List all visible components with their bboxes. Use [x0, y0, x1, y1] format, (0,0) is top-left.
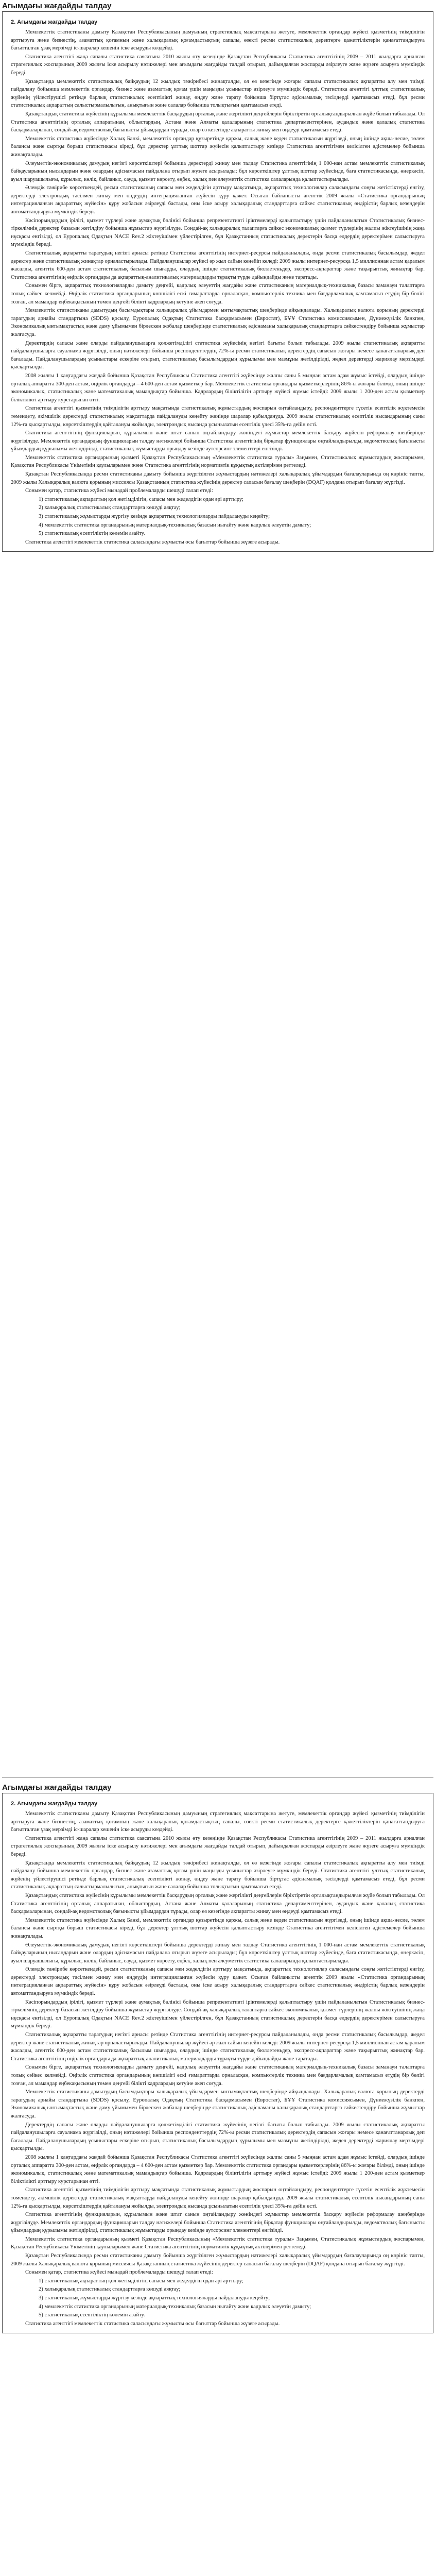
paragraph: Статистика агенттігі жаңа сапалы статистика саясатына 2010 жылы өту кезеңінде Қазақстан Республикасы Статистика агенттігінің 2009 – 2011 жылдарға арналған стратегиялық жоспарының 2009 жылғы іске асырылу нәтижелері мен ағымдағы жағдайды талдай отырып, дайындалған жоспарды әзірлеуге және жүзеге асыруға мүмкіндік береді.	[11, 1835, 425, 1857]
paragraph: Қазақстанда мемлекеттік статистикалық байқаудың 12 жылдық тәжірибесі жинақталды, ол өз кезегінде жоғары сапалы статистикалық ақпаратты алу мен тиімді пайдалану бойынша мемлекеттік органдар, бизнес және азаматтық қоғам үшін маңызды ұсыныстар әзірлеуге мүмкіндік береді. Статистика агенттігі ұлттық статистикалық жүйенің үйлестірушісі ретінде барлық статистикалық есептілікті жинау, өңдеу және тарату бойынша біртұтас әдіснамалық тәсілдерді қамтамасыз етеді, бұл ресми статистикалық ақпараттың салыстырмалылығын, анықтығын және салалар бойынша толықтығын қамтамасыз етеді.	[11, 78, 425, 109]
paragraph-group	[11, 28, 425, 495]
paragraph: Мемлекеттік статистика жүйесінде Халық Банкі, мемлекеттік органдар құзыретінде қаржы, салық және кеден статистикасын жүргізеді, оның ішінде ақша-несие, төлем балансы және сыртқы борыш статистикасы кіреді, бұл деректер ұлттық шоттар жүйесін қалыптастыру кезінде Статистика агенттігімен келісілген әдістемелер бойынша жинақталады.	[11, 135, 425, 158]
paragraph: Кәсіпорындардың ірілігі, қызмет түрлері және аумақтық бөлінісі бойынша репрезентативті іріктемелерді қалыптастыру үшін пайдаланылатын Статистикалық бизнес-тіркелімнің деректер базасын жетілдіру бойынша жұмыстар жүргізілуде. Сондай-ақ халықаралық талаптарға сәйкес экономикалық қызмет түрлерінің жалпы жіктеуішінің жаңа нұсқасы енгізілді, ол Еуропалық Одақтың NACE Rev.2 жіктеуішімен үйлестірілген, бұл Қазақстанның статистикалық деректерін басқа елдердің деректерімен салыстыруға мүмкіндік береді.	[11, 1999, 425, 2029]
paragraph: Мемлекеттік статистиканы дамытудың басымдықтары халықаралық ұйымдармен ынтымақтастық шеңберінде айқындалады. Халықаралық валюта қорының деректерді таратудың арнайы стандартына (SDDS) қосылу, Еуропалық Одақтың Статистика басқармасымен (Евростат), БҰҰ Статистика комиссиясымен, Дүниежүзілік банкпен, Экономикалық ынтымақтастық және даму ұйымымен бірлескен жобалар шеңберінде статистикалық әдіснаманы халықаралық стандарттарға сәйкестендіру бойынша жұмыстар жалғасуда.	[11, 2089, 425, 2119]
paragraph: Сонымен бірге, ақпараттық технологияларды дамыту деңгейі, кадрлық әлеуеттің жағдайы және статистиканың материалдық-техникалық базасы заманауи талаптарға толық сәйкес келмейді. Өңірлік статистика органдарының көпшілігі ескі ғимараттарда орналасқан, компьютерлік техника мен бағдарламалық қамтамасыз етудің бір бөлігі тозған, ал мамандар еңбекақысының төмен деңгейі білікті кадрлардың кетуіне әкеп соғуда.	[11, 2064, 425, 2087]
paragraph: Қазақстандық статистика жүйесінің құрылымы мемлекеттік басқарудың орталық және жергілікті деңгейлерін біріктіретін орталықтандырылған жүйе болып табылады. Ол Статистика агенттігінің орталық аппаратынан, облыстардың, Астана және Алматы қалаларының статистика департаменттерінен, аудандық және қалалық статистика басқармаларынан, сондай-ақ ведомстволық бағынысты ұйымдардан тұрады, олар өз кезегінде ақпаратты жинау мен өңдеуді қамтамасыз етеді.	[11, 111, 425, 133]
list-item: 1) статистикалық ақпараттың қол жетімділігін, сапасы мен жеделдігін одан әрі арттыру;	[39, 496, 243, 502]
paragraph: Сонымен қатар, статистика жүйесі мынадай проблемаларды шешуді талап етеді:	[25, 2269, 213, 2276]
list-item: 3) статистикалық жұмыстарды жүргізу кезінде ақпараттық технологияларды пайдалануды кеңейту;	[39, 2295, 270, 2301]
list-item: 4) мемлекеттік статистика органдарының материалдық-техникалық базасын нығайту және кадрлық әлеуетін дамыту;	[39, 522, 311, 528]
paragraph: Әлемдік тәжірибе көрсеткендей, ресми статистиканың сапасы мен жеделдігін арттыру мақсатында, ақпараттық технологиялар саласындағы соңғы жетістіктерді енгізу, деректерді электрондық тәсілмен жинау мен өңдеудің интеграцияланған жүйесін құру қажет. Осыған байланысты агенттік 2009 жылы «Статистика органдарының интеграцияланған ақпараттық жүйесін» құру жобасын әзірлеуді бастады, оны іске асыру халықаралық стандарттарға сәйкес статистикалық өндірістің барлық кезеңдерін автоматтандыруға мүмкіндік береді.	[11, 1967, 425, 1997]
document-frame	[2, 11, 433, 552]
document-body	[3, 12, 433, 551]
paragraph: Мемлекеттік статистиканы дамыту Қазақстан Республикасының дамуының стратегиялық мақсаттарына жетуге, мемлекеттік органдар жүйесі қызметінің тиімділігін арттыруға және бизнестің, азаматтық қоғамның және халықаралық қоғамдастықтың сапалы, өзекті ресми статистикалық деректерге қажеттіліктерін қанағаттандыруға бағытталған ұзақ мерзімді іс-шаралар кешенін іске асыруды көздейді.	[11, 1811, 425, 1833]
paragraph: Мемлекеттік статистика органдарының қызметі Қазақстан Республикасының «Мемлекеттік статистика туралы» Заңымен, Статистикалық жұмыстардың жоспарымен, Қазақстан Республикасы Үкіметінің қаулыларымен және Статистика агенттігінің нормативтік құқықтық актілерімен реттеледі.	[11, 454, 425, 469]
paragraph: Мемлекеттік статистиканы дамыту Қазақстан Республикасының дамуының стратегиялық мақсаттарына жетуге, мемлекеттік органдар жүйесі қызметінің тиімділігін арттыруға және бизнестің, азаматтық қоғамның және халықаралық қоғамдастықтың сапалы, өзекті ресми статистикалық деректерге қажеттіліктерін қанағаттандыруға бағытталған ұзақ мерзімді іс-шаралар кешенін іске асыруды көздейді.	[11, 29, 425, 52]
page-title-repeat: Агымдағы жағдайды талдау	[2, 1783, 112, 1792]
paragraph: Статистикалық ақпаратты таратудың негізгі арнасы ретінде Статистика агенттігінің интернет-ресурсы пайдаланылады, онда ресми статистикалық басылымдар, жедел деректер және статистикалық жинақтар орналастырылады. Пайдаланушылар жүйесі әр жыл сайын кеңейіп келеді: 2009 жылы интернет-ресурсқа 1,5 миллионнан астам қаралым жасалды, агенттік 600-ден астам статистикалық басылым шығарды, олардың ішінде статистикалық бюллетеньдер, экспресс-ақпараттар және тақырыптық жинақтар бар. Статистика агенттігінің өңірлік органдары да ақпараттық-аналитикалық материалдарды тұрақты түрде дайындайды және таратады.	[11, 250, 425, 280]
paragraph: Статистика агенттігі қызметінің тиімділігін арттыру мақсатында статистикалық жұмыстардың жоспарын оңтайландыру, респонденттерге түсетін есептілік жүктемесін төмендету, әкімшілік деректерді статистикалық мақсаттарда пайдалануды кеңейту жөнінде шаралар қабылдануда. 2009 жылы статистикалық есептілік нысандарының саны 12%-ға қысқартылды, көрсеткіштердің қайталануы жойылды, электрондық нысанда ұсынылатын есептілік үлесі 35%-ға дейін өсті.	[11, 2187, 425, 2209]
paragraph: Әлемдік тәжірибе көрсеткендей, ресми статистиканың сапасы мен жеделдігін арттыру мақсатында, ақпараттық технологиялар саласындағы соңғы жетістіктерді енгізу, деректерді электрондық тәсілмен жинау мен өңдеудің интеграцияланған жүйесін құру қажет. Осыған байланысты агенттік 2009 жылы «Статистика органдарының интеграцияланған ақпараттық жүйесін» құру жобасын әзірлеуді бастады, оны іске асыру халықаралық стандарттарға сәйкес статистикалық өндірістің барлық кезеңдерін автоматтандыруға мүмкіндік береді.	[11, 185, 425, 215]
paragraph: Статистика агенттігінің функцияларын, құрылымын және штат санын оңтайландыру жөніндегі жұмыстар мемлекеттік басқару жүйесін реформалау шеңберінде жүргізілуде. Мемлекеттік органдардың функцияларын талдау нәтижелері бойынша Статистика агенттігінің бірқатар функциялары оңтайландырылды, ведомстволық бағынысты ұйымдардың құрылымы жетілдірілді, статистикалық жұмыстарды орындау кезінде аутсорсинг элементтері енгізілді.	[11, 430, 425, 452]
paragraph: Статистика агенттігі жаңа сапалы статистика саясатына 2010 жылы өту кезеңінде Қазақстан Республикасы Статистика агенттігінің 2009 – 2011 жылдарға арналған стратегиялық жоспарының 2009 жылғы іске асырылу нәтижелері мен ағымдағы жағдайды талдай отырып, дайындалған жоспарды әзірлеуге және жүзеге асыруға мүмкіндік береді.	[11, 54, 425, 76]
paragraph: Мемлекеттік статистика жүйесінде Халық Банкі, мемлекеттік органдар құзыретінде қаржы, салық және кеден статистикасын жүргізеді, оның ішінде ақша-несие, төлем балансы және сыртқы борыш статистикасы кіреді, бұл деректер ұлттық шоттар жүйесін қалыптастыру кезінде Статистика агенттігімен келісілген әдістемелер бойынша жинақталады.	[11, 1917, 425, 1939]
paragraph: Қазақстан Республикасында ресми статистиканы дамыту бойынша жүргізілген жұмыстардың нәтижелері халықаралық ұйымдардың бағалауларында оң көрініс тапты, 2009 жылы Халықаралық валюта қорының миссиясы Қазақстанның статистика жүйесінің деректер сапасын бағалау шеңберін (DQAF) қолдана отырып бағалау жүргізді.	[11, 2253, 425, 2267]
paragraph: Әлеуметтік-экономикалық дамудың негізгі көрсеткіштері бойынша деректерді жинау мен талдау Статистика агенттігінің 1 000-нан астам мемлекеттік статистикалық байқауларының нысандарын және олардың әдіснамасын пайдалана отырып жүзеге асырылады; бұл көрсеткіштер ұлттық шоттар жүйесінде, баға статистикасында, өнеркәсіп, ауыл шаруашылығы, құрылыс, көлік, байланыс, сауда, қызмет көрсету, еңбек, халық пен әлеуметтік статистика салаларында қалыптастырылады.	[11, 1942, 425, 1964]
problem-list-repeat	[11, 2277, 425, 2319]
paragraph: Қазақстандық статистика жүйесінің құрылымы мемлекеттік басқарудың орталық және жергілікті деңгейлерін біріктіретін орталықтандырылған жүйе болып табылады. Ол Статистика агенттігінің орталық аппаратынан, облыстардың, Астана және Алматы қалаларының статистика департаменттерінен, аудандық және қалалық статистика басқармаларынан, сондай-ақ ведомстволық бағынысты ұйымдардан тұрады, олар өз кезегінде ақпаратты жинау мен өңдеуді қамтамасыз етеді.	[11, 1892, 425, 1915]
problem-list	[11, 496, 425, 538]
list-item: 2) халықаралық статистикалық стандарттарға көшуді аяқтау;	[39, 505, 181, 511]
paragraph: Деректердің сапасы және оларды пайдаланушыларға қолжетімділігі статистика жүйесінің негізгі бағыты болып табылады. 2009 жылы статистикалық ақпаратты пайдаланушыларға сауалнама жүргізілді, оның нәтижелері бойынша респонденттердің 72%-ы ресми статистикалық деректердің сапасын жоғары немесе қанағаттанарлық деп бағалады. Пайдаланушылардың ұсыныстары ескеріле отырып, статистикалық басылымдардың құрылымы мен мазмұны жетілдірілді, жедел деректерді жариялау мерзімдері қысқартылды.	[11, 340, 425, 370]
list-item: 5) статистикалық есептіліктің көлемін азайту.	[39, 531, 145, 537]
paragraph: Статистика агенттігінің функцияларын, құрылымын және штат санын оңтайландыру жөніндегі жұмыстар мемлекеттік басқару жүйесін реформалау шеңберінде жүргізілуде. Мемлекеттік органдардың функцияларын талдау нәтижелері бойынша Статистика агенттігінің бірқатар функциялары оңтайландырылды, ведомстволық бағынысты ұйымдардың құрылымы жетілдірілді, статистикалық жұмыстарды орындау кезінде аутсорсинг элементтері енгізілді.	[11, 2212, 425, 2234]
page-title: Агымдағы жағдайды талдау	[2, 2, 112, 10]
paragraph: Деректердің сапасы және оларды пайдаланушыларға қолжетімділігі статистика жүйесінің негізгі бағыты болып табылады. 2009 жылы статистикалық ақпаратты пайдаланушыларға сауалнама жүргізілді, оның нәтижелері бойынша респонденттердің 72%-ы ресми статистикалық деректердің сапасын жоғары немесе қанағаттанарлық деп бағалады. Пайдаланушылардың ұсыныстары ескеріле отырып, статистикалық басылымдардың құрылымы мен мазмұны жетілдірілді, жедел деректерді жариялау мерзімдері қысқартылды.	[11, 2122, 425, 2152]
paragraph: Қазақстан Республикасында ресми статистиканы дамыту бойынша жүргізілген жұмыстардың нәтижелері халықаралық ұйымдардың бағалауларында оң көрініс тапты, 2009 жылы Халықаралық валюта қорының миссиясы Қазақстанның статистика жүйесінің деректер сапасын бағалау шеңберін (DQAF) қолдана отырып бағалау жүргізді.	[11, 471, 425, 485]
list-item: 5) статистикалық есептіліктің көлемін азайту.	[39, 2312, 145, 2318]
closing-paragraph-repeat: Статистика агенттігі мемлекеттік статистика саласындағы жұмысты осы бағыттар бойынша жүзеге асырады.	[25, 2320, 280, 2327]
section-heading-repeat: 2. Агымдағы жағдайды талдау	[11, 1801, 98, 1807]
paragraph: Мемлекеттік статистика органдарының қызметі Қазақстан Республикасының «Мемлекеттік статистика туралы» Заңымен, Статистикалық жұмыстардың жоспарымен, Қазақстан Республикасы Үкіметінің қаулыларымен және Статистика агенттігінің нормативтік құқықтық актілерімен реттеледі.	[11, 2236, 425, 2250]
list-item: 3) статистикалық жұмыстарды жүргізу кезінде ақпараттық технологияларды пайдалануды кеңейту;	[39, 514, 270, 520]
list-item: 2) халықаралық статистикалық стандарттарға көшуді аяқтау;	[39, 2286, 181, 2293]
document-body-repeat	[3, 1793, 433, 2333]
paragraph: Статистикалық ақпаратты таратудың негізгі арнасы ретінде Статистика агенттігінің интернет-ресурсы пайдаланылады, онда ресми статистикалық басылымдар, жедел деректер және статистикалық жинақтар орналастырылады. Пайдаланушылар жүйесі әр жыл сайын кеңейіп келеді: 2009 жылы интернет-ресурсқа 1,5 миллионнан астам қаралым жасалды, агенттік 600-ден астам статистикалық басылым шығарды, олардың ішінде статистикалық бюллетеньдер, экспресс-ақпараттар және тақырыптық жинақтар бар. Статистика агенттігінің өңірлік органдары да ақпараттық-аналитикалық материалдарды тұрақты түрде дайындайды және таратады.	[11, 2032, 425, 2062]
paragraph: Сонымен бірге, ақпараттық технологияларды дамыту деңгейі, кадрлық әлеуеттің жағдайы және статистиканың материалдық-техникалық базасы заманауи талаптарға толық сәйкес келмейді. Өңірлік статистика органдарының көпшілігі ескі ғимараттарда орналасқан, компьютерлік техника мен бағдарламалық қамтамасыз етудің бір бөлігі тозған, ал мамандар еңбекақысының төмен деңгейі білікті кадрлардың кетуіне әкеп соғуда.	[11, 283, 425, 305]
paragraph: Әлеуметтік-экономикалық дамудың негізгі көрсеткіштері бойынша деректерді жинау мен талдау Статистика агенттігінің 1 000-нан астам мемлекеттік статистикалық байқауларының нысандарын және олардың әдіснамасын пайдалана отырып жүзеге асырылады; бұл көрсеткіштер ұлттық шоттар жүйесінде, баға статистикасында, өнеркәсіп, ауыл шаруашылығы, құрылыс, көлік, байланыс, сауда, қызмет көрсету, еңбек, халық пен әлеуметтік статистика салаларында қалыптастырылады.	[11, 160, 425, 182]
paragraph: Қазақстанда мемлекеттік статистикалық байқаудың 12 жылдық тәжірибесі жинақталды, ол өз кезегінде жоғары сапалы статистикалық ақпаратты алу мен тиімді пайдалану бойынша мемлекеттік органдар, бизнес және азаматтық қоғам үшін маңызды ұсыныстар әзірлеуге мүмкіндік береді. Статистика агенттігі ұлттық статистикалық жүйенің үйлестірушісі ретінде барлық статистикалық есептілікті жинау, өңдеу және тарату бойынша біртұтас әдіснамалық тәсілдерді қамтамасыз етеді, бұл ресми статистикалық ақпараттың салыстырмалылығын, анықтығын және салалар бойынша толықтығын қамтамасыз етеді.	[11, 1860, 425, 1890]
section-separator	[2, 1777, 433, 1778]
paragraph: Сонымен қатар, статистика жүйесі мынадай проблемаларды шешуді талап етеді:	[25, 488, 213, 494]
paragraph: 2008 жылғы 1 қаңтардағы жағдай бойынша Қазақстан Республикасы Статистика агенттігі жүйесінде жалпы саны 5 мыңнан астам адам жұмыс істейді, олардың ішінде орталық аппаратта 300-ден астам, өңірлік органдарда – 4 600-ден астам қызметкер бар. Мемлекеттік статистика органдары қызметкерлерінің 86%-ы жоғары білімді, оның ішінде экономикалық, статистикалық және математикалық мамандықтар бойынша. Кадрлардың біліктілігін арттыру жүйесі жұмыс істейді: 2009 жылы 1 200-ден астам қызметкер біліктілікті арттыру курстарынан өтті.	[11, 2154, 425, 2184]
paragraph: Мемлекеттік статистиканы дамытудың басымдықтары халықаралық ұйымдармен ынтымақтастық шеңберінде айқындалады. Халықаралық валюта қорының деректерді таратудың арнайы стандартына (SDDS) қосылу, Еуропалық Одақтың Статистика басқармасымен (Евростат), БҰҰ Статистика комиссиясымен, Дүниежүзілік банкпен, Экономикалық ынтымақтастық және даму ұйымымен бірлескен жобалар шеңберінде статистикалық әдіснаманы халықаралық стандарттарға сәйкестендіру бойынша жұмыстар жалғасуда.	[11, 308, 425, 337]
document-frame-repeat	[2, 1793, 433, 2333]
closing-paragraph: Статистика агенттігі мемлекеттік статистика саласындағы жұмысты осы бағыттар бойынша жүзеге асырады.	[25, 539, 280, 545]
section-heading: 2. Агымдағы жағдайды талдау	[11, 19, 98, 25]
paragraph: Кәсіпорындардың ірілігі, қызмет түрлері және аумақтық бөлінісі бойынша репрезентативті іріктемелерді қалыптастыру үшін пайдаланылатын Статистикалық бизнес-тіркелімнің деректер базасын жетілдіру бойынша жұмыстар жүргізілуде. Сондай-ақ халықаралық талаптарға сәйкес экономикалық қызмет түрлерінің жалпы жіктеуішінің жаңа нұсқасы енгізілді, ол Еуропалық Одақтың NACE Rev.2 жіктеуішімен үйлестірілген, бұл Қазақстанның статистикалық деректерін басқа елдердің деректерімен салыстыруға мүмкіндік береді.	[11, 217, 425, 248]
list-item: 1) статистикалық ақпараттың қол жетімділігін, сапасы мен жеделдігін одан әрі арттыру;	[39, 2278, 243, 2284]
paragraph-group-repeat	[11, 1810, 425, 2277]
paragraph: 2008 жылғы 1 қаңтардағы жағдай бойынша Қазақстан Республикасы Статистика агенттігі жүйесінде жалпы саны 5 мыңнан астам адам жұмыс істейді, олардың ішінде орталық аппаратта 300-ден астам, өңірлік органдарда – 4 600-ден астам қызметкер бар. Мемлекеттік статистика органдары қызметкерлерінің 86%-ы жоғары білімді, оның ішінде экономикалық, статистикалық және математикалық мамандықтар бойынша. Кадрлардың біліктілігін арттыру жүйесі жұмыс істейді: 2009 жылы 1 200-ден астам қызметкер біліктілікті арттыру курстарынан өтті.	[11, 372, 425, 403]
paragraph: Статистика агенттігі қызметінің тиімділігін арттыру мақсатында статистикалық жұмыстардың жоспарын оңтайландыру, респонденттерге түсетін есептілік жүктемесін төмендету, әкімшілік деректерді статистикалық мақсаттарда пайдалануды кеңейту жөнінде шаралар қабылдануда. 2009 жылы статистикалық есептілік нысандарының саны 12%-ға қысқартылды, көрсеткіштердің қайталануы жойылды, электрондық нысанда ұсынылатын есептілік үлесі 35%-ға дейін өсті.	[11, 405, 425, 428]
list-item: 4) мемлекеттік статистика органдарының материалдық-техникалық базасын нығайту және кадрлық әлеуетін дамыту;	[39, 2303, 311, 2310]
